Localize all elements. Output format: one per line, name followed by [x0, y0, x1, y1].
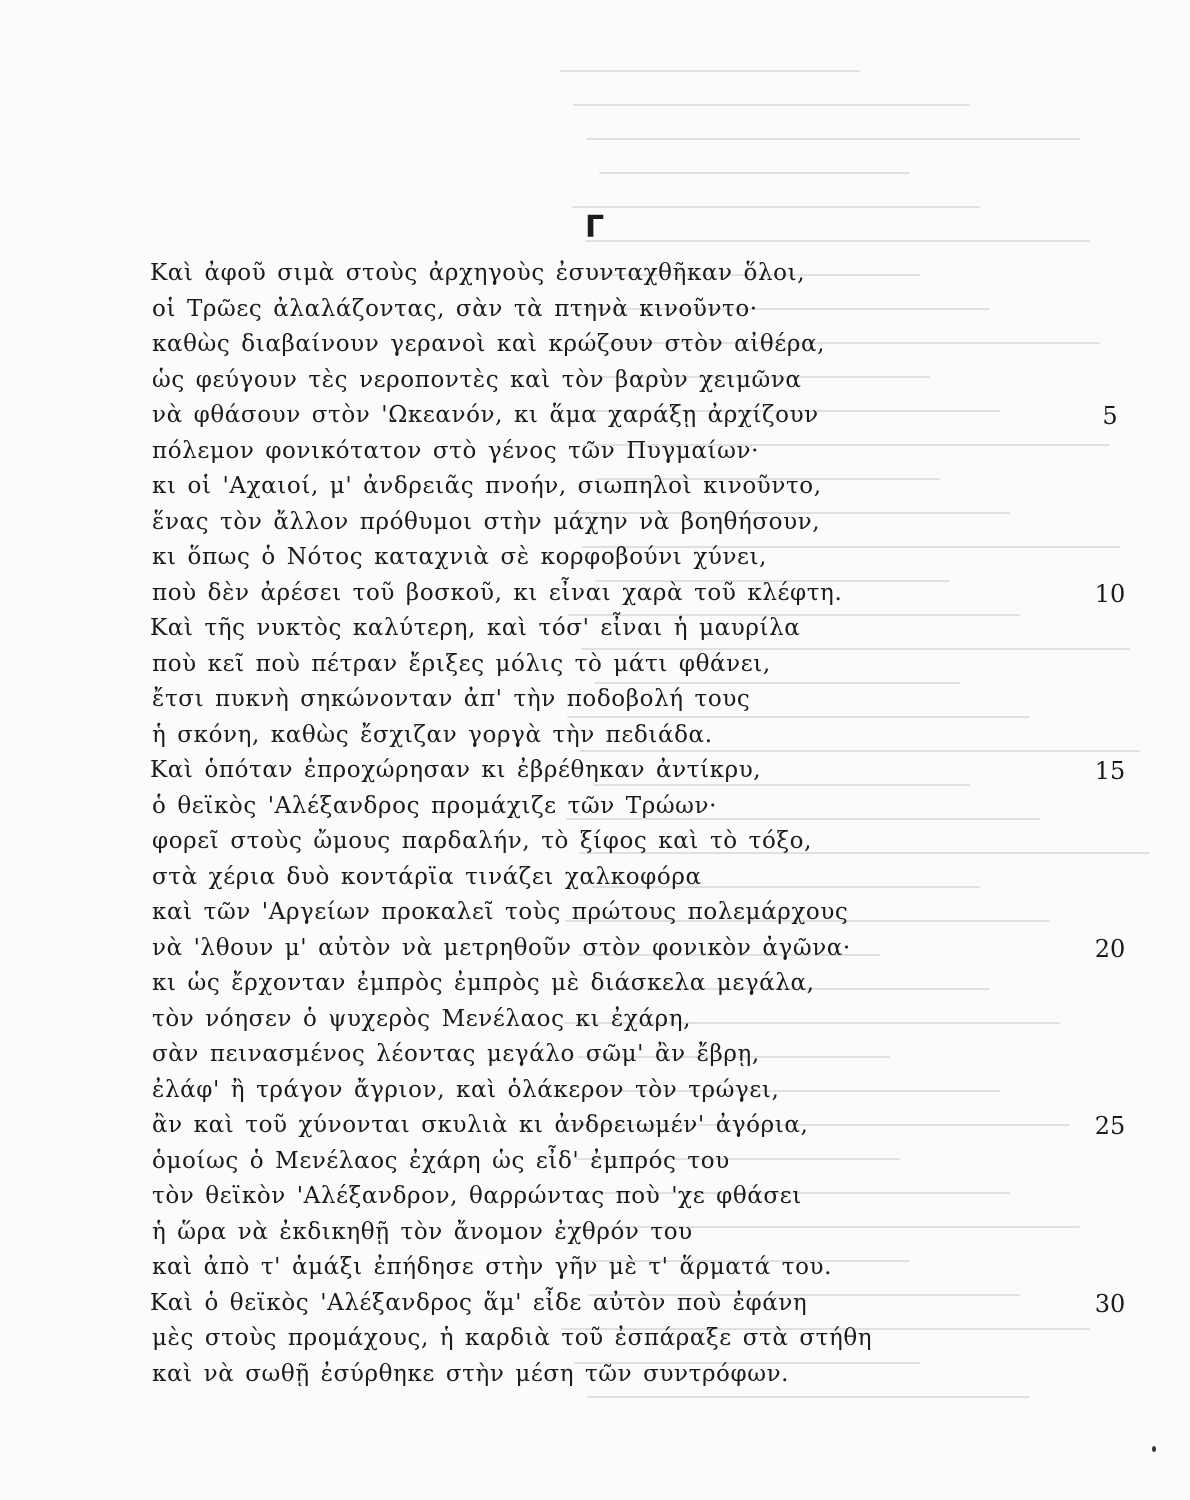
verse-text: καὶ ἀπὸ τ' ἁμάξι ἐπήδησε στὴν γῆν μὲ τ' ἅρματά του.	[152, 1254, 833, 1280]
verse-text: Καὶ ἀφοῦ σιμὰ στοὺς ἀρχηγοὺς ἐσυνταχθῆκαν ὅλοι,	[150, 260, 806, 286]
verse-line	[0, 1077, 1190, 1113]
verse-text: νὰ 'λθουν μ' αὐτὸν νὰ μετρηθοῦν στὸν φονικὸν ἀγῶνα·	[152, 934, 851, 961]
verse-line	[0, 331, 1190, 367]
verse-line	[0, 615, 1190, 651]
verse-text: καὶ τῶν 'Αργείων προκαλεῖ τοὺς πρώτους πολεμάρχους	[152, 899, 849, 925]
verse-line	[0, 473, 1190, 509]
bleed-line	[599, 172, 910, 174]
verse-line	[0, 722, 1190, 758]
verse-line	[0, 686, 1190, 722]
verse-text: καθὼς διαβαίνουν γερανοὶ καὶ κρώζουν στὸν αἰθέρα,	[152, 331, 826, 357]
verse-line	[0, 793, 1190, 829]
verse-line	[0, 402, 1190, 438]
verse-line	[0, 828, 1190, 864]
verse-text: ποὺ δὲν ἀρέσει τοῦ βοσκοῦ, κι εἶναι χαρὰ τοῦ κλέφτη.	[152, 579, 843, 606]
verse-line	[0, 1112, 1190, 1148]
verse-line	[0, 1041, 1190, 1077]
verse-line	[0, 580, 1190, 616]
verse-line	[0, 1006, 1190, 1042]
verse-text: ἔτσι πυκνὴ σηκώνονταν ἀπ' τὴν ποδοβολή τους	[152, 686, 751, 712]
verse-line	[0, 1219, 1190, 1255]
verse-text: ἂν καὶ τοῦ χύνονται σκυλιὰ κι ἀνδρειωμέν' ἀγόρια,	[152, 1112, 809, 1138]
verse-text: στὰ χέρια δυὸ κοντάρϊα τινάζει χαλκοφόρα	[152, 863, 702, 890]
verse-text: ἕνας τὸν ἄλλον πρόθυμοι στὴν μάχην νὰ βοηθήσουν,	[152, 508, 821, 535]
verse-line	[0, 1183, 1190, 1219]
verse-number: 30	[1094, 1289, 1126, 1318]
verse-text: κι οἱ 'Αχαιοί, μ' ἀνδρειᾶς πνοήν, σιωπηλοὶ κινοῦντο,	[152, 473, 822, 499]
verse-number: 10	[1094, 579, 1126, 608]
verse-line	[0, 757, 1190, 793]
verse-line	[0, 935, 1190, 971]
verse-text: ποὺ κεῖ ποὺ πέτραν ἔριξες μόλις τὸ μάτι φθάνει,	[152, 650, 771, 677]
verse-text: ἡ ὥρα νὰ ἐκδικηθῇ τὸν ἄνομον ἐχθρόν του	[152, 1218, 693, 1245]
bleed-line	[560, 70, 860, 72]
page-speck	[1152, 1446, 1156, 1452]
verse-text: πόλεμον φονικότατον στὸ γένος τῶν Πυγμαίων·	[152, 437, 760, 464]
verse-line	[0, 544, 1190, 580]
verse-text: ὁ θεϊκὸς 'Αλέξανδρος προμάχιζε τῶν Τρώων·	[152, 792, 718, 819]
verse-text: κι ὅπως ὁ Νότος καταχνιὰ σὲ κορφοβούνι χύνει,	[152, 544, 768, 570]
verse-text: Καὶ τῆς νυκτὸς καλύτερη, καὶ τόσ' εἶναι ἡ μαυρίλα	[150, 615, 801, 641]
verse-line	[0, 970, 1190, 1006]
verse-line	[0, 1148, 1190, 1184]
verse-line	[0, 1290, 1190, 1326]
verse-text: ὁμοίως ὁ Μενέλαος ἐχάρη ὡς εἶδ' ἐμπρός του	[152, 1147, 730, 1174]
bleed-line	[586, 138, 1080, 140]
verse-number: 25	[1094, 1112, 1126, 1140]
bleed-line	[573, 104, 970, 106]
verse-text: ὡς φεύγουν τὲς νεροποντὲς καὶ τὸν βαρὺν χειμῶνα	[152, 366, 802, 393]
bleed-line	[572, 206, 980, 208]
verse-line	[0, 260, 1190, 296]
verse-text: ἐλάφ' ἢ τράγον ἄγριον, καὶ ὁλάκερον τὸν τρώγει,	[152, 1076, 780, 1103]
verse-text: φορεῖ στοὺς ὤμους παρδαλήν, τὸ ξίφος καὶ τὸ τόξο,	[152, 828, 813, 854]
verse-line	[0, 899, 1190, 935]
verse-text: τὸν νόησεν ὁ ψυχερὸς Μενέλαος κι ἐχάρη,	[152, 1005, 692, 1032]
verse-number: 15	[1094, 757, 1126, 785]
verse-line	[0, 1325, 1190, 1361]
verse-line	[0, 1254, 1190, 1290]
verse-number: 20	[1094, 934, 1126, 963]
verse-text: σὰν πεινασμένος λέοντας μεγάλο σῶμ' ἂν ἔβρῃ,	[152, 1041, 760, 1067]
verse-line	[0, 438, 1190, 474]
verse-text: Καὶ ὁ θεϊκὸς 'Αλέξανδρος ἅμ' εἶδε αὐτὸν ποὺ ἐφάνη	[150, 1289, 808, 1316]
verse-text: καὶ νὰ σωθῇ ἐσύρθηκε στὴν μέση τῶν συντρόφων.	[152, 1360, 790, 1387]
verse-text: κι ὡς ἔρχονταν ἐμπρὸς ἐμπρὸς μὲ διάσκελα μεγάλα,	[152, 970, 815, 996]
verse-text: μὲς στοὺς προμάχους, ἡ καρδιὰ τοῦ ἐσπάραξε στὰ στήθη	[152, 1325, 873, 1351]
verse-line	[0, 509, 1190, 545]
verse-line	[0, 296, 1190, 332]
verse-line	[0, 864, 1190, 900]
verse-text: τὸν θεϊκὸν 'Αλέξανδρον, θαρρώντας ποὺ 'χε φθάσει	[152, 1183, 802, 1209]
verse-line	[0, 367, 1190, 403]
verse-text: ἡ σκόνη, καθὼς ἔσχιζαν γοργὰ τὴν πεδιάδα.	[152, 721, 713, 748]
verse-text: οἱ Τρῶες ἀλαλάζοντας, σὰν τὰ πτηνὰ κινοῦντο·	[152, 295, 758, 322]
verse-number: 5	[1102, 402, 1118, 430]
verse-text: Καὶ ὁπόταν ἐπροχώρησαν κι ἐβρέθηκαν ἀντίκρυ,	[150, 757, 762, 783]
verse-text: νὰ φθάσουν στὸν 'Ωκεανόν, κι ἅμα χαράξῃ ἀρχίζουν	[152, 402, 819, 428]
verse-line	[0, 1361, 1190, 1397]
verse-line	[0, 651, 1190, 687]
book-title: Γ	[584, 210, 606, 245]
